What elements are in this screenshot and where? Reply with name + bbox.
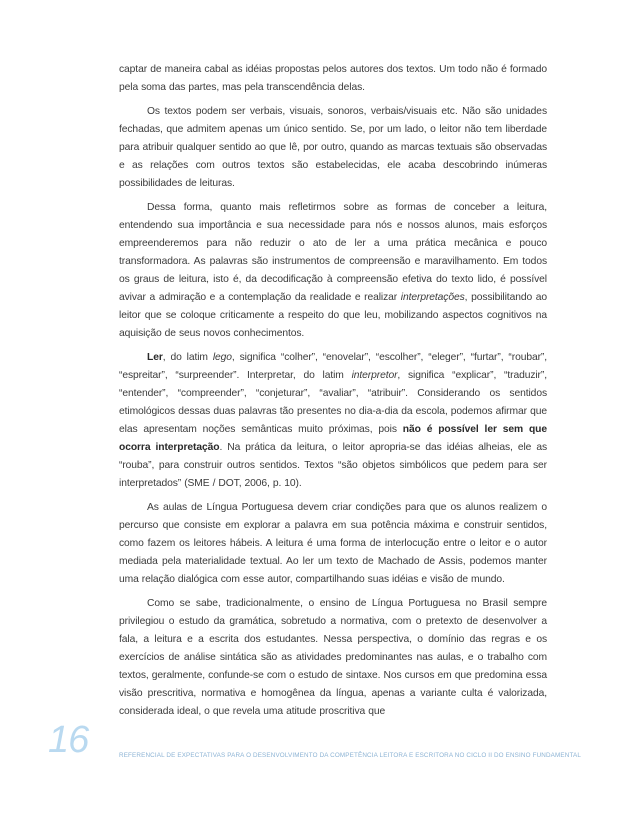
emphasis: lego <box>212 352 232 363</box>
bold-statement: não é possível ler sem que ocorra interpretação <box>119 424 547 453</box>
paragraph: As aulas de Língua Portuguesa devem criar condições para que os alunos realizem o percurso que consiste em explorar a palavra em sua potência máxima e construir sentidos, como fazem os leitores hábeis. A leitura é uma forma de interlocução entre o leitor e o autor mediada pela materialidade textual. Ao ler um texto de Machado de Assis, podemos manter uma relação dialógica com esse autor, compartilhando suas idéias e visão de mundo. <box>119 502 547 585</box>
body-text <box>119 61 547 727</box>
paragraph: Os textos podem ser verbais, visuais, sonoros, verbais/visuais etc. Não são unidades fechadas, que admitem apenas um único sentido. Se, por um lado, o leitor não tem liberdade para atribuir qualquer sentido ao que lê, por outro, quando as marcas textuais são observadas e as relações com outros textos são estabelecidas, ele acaba descobrindo inúmeras possibilidades de leituras. <box>119 106 547 189</box>
paragraph: Ler, do latim lego, significa “colher”, “enovelar”, “escolher”, “eleger”, “furtar”, “roubar”, “espreitar”, “surpreender”. Interpretar, do latim interpretor, significa “explicar”, “traduzir”, “entender”, “compreender”, “conjeturar”, “avaliar”, “atribuir”. Considerando os sentidos etimológicos dessas duas palavras tão presentes no dia-a-dia da escola, podemos afirmar que elas apresentam noções semânticas muito próximas, pois não é possível ler sem que ocorra interpretação. Na prática da leitura, o leitor apropria-se das idéias alheias, ele as “rouba”, para construir outros sentidos. Textos “são objetos simbólicos que pedem para ser interpretados” (SME / DOT, 2006, p. 10). <box>119 352 548 489</box>
emphasis: interpretações <box>400 292 465 303</box>
running-footer: REFERENCIAL DE EXPECTATIVAS PARA O DESENVOLVIMENTO DA COMPETÊNCIA LEITORA E ESCRITORA NO CICLO II DO ENSINO FUNDAMENTAL <box>119 752 581 759</box>
paragraph: Como se sabe, tradicionalmente, o ensino de Língua Portuguesa no Brasil sempre privilegiou o estudo da gramática, sobretudo a normativa, com o pretexto de desenvolver a fala, a leitura e a escrita dos estudantes. Nessa perspectiva, o domínio das regras e os exercícios de análise sintática são as atividades predominantes nas aulas, e o trabalho com textos, geralmente, confunde-se com o estudo de sintaxe. Nos cursos em que predomina essa visão prescritiva, normativa e homogênea da língua, apenas a variante culta é valorizada, considerada ideal, o que revela uma atitude proscritiva que <box>119 598 547 717</box>
paragraph: Dessa forma, quanto mais refletirmos sobre as formas de conceber a leitura, entendendo sua importância e sua necessidade para nós e nossos alunos, mais esforços empreenderemos para não reduzir o ato de ler a uma prática mecânica e pouco transformadora. As palavras são instrumentos de compreensão e maravilhamento. Em todos os graus de leitura, isto é, da decodificação à compreensão efetiva do texto lido, é possível avivar a admiração e a contemplação da realidade e realizar interpretações, possibilitando ao leitor que se coloque criticamente a respeito do que leu, mobilizando aspectos cognitivos na aquisição de seus novos conhecimentos. <box>119 202 547 339</box>
bold-term: Ler <box>147 352 163 363</box>
paragraph: captar de maneira cabal as idéias propostas pelos autores dos textos. Um todo não é formado pela soma das partes, mas pela transcendência delas. <box>119 64 547 93</box>
page-number: 16 <box>48 719 89 761</box>
emphasis: interpretor <box>351 370 398 381</box>
